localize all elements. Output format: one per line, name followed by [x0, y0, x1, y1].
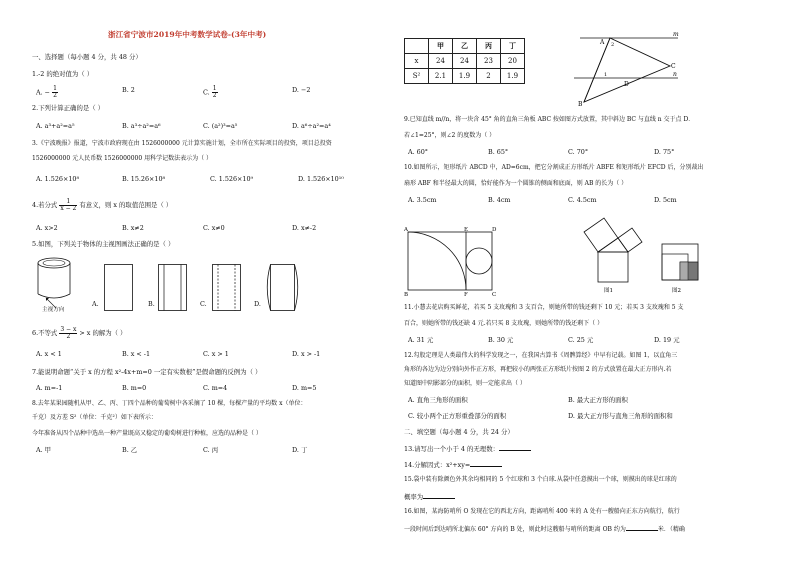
q13-answer-blank[interactable]: [499, 444, 531, 451]
q1-option-d: D. −2: [292, 86, 311, 94]
q9-label-d: D: [624, 81, 629, 88]
q1-a-fraction: $\frac{1}{2}$: [53, 85, 57, 99]
exam-title: 浙江省宁波市2019年中考数学试卷-(3年中考): [108, 30, 267, 39]
q15-stem-line2: 概率为: [404, 492, 455, 501]
q5-option-c-figure: [212, 264, 242, 312]
table-cell: 24: [453, 54, 477, 69]
table-cell: 20: [501, 54, 525, 69]
q10-option-d: D. 5cm: [654, 196, 677, 204]
table-row: [405, 69, 525, 84]
q10-rectangle-figure: [404, 226, 496, 296]
q6-option-c: C. x > 1: [203, 350, 229, 358]
q8-stem: 8.去年某果园随机从甲、乙、丙、丁四个品种的葡萄树中各采摘了 10 棵，每棵产量的平均数 x（单位：: [32, 400, 307, 407]
q9-angle-1-label: 1: [604, 72, 608, 78]
q6-option-b: B. x < -1: [122, 350, 151, 358]
q10-option-b: B. 4cm: [488, 196, 511, 204]
q6-fraction: $\frac{3 - x}{2}$: [60, 325, 77, 340]
q5-view-direction-label: 主视方向: [42, 307, 65, 313]
q13-stem: 13.请写出一个小于 4 的无理数：: [404, 444, 531, 453]
table-cell: 23: [477, 54, 501, 69]
table-cell: 2: [477, 69, 501, 84]
q11-option-c: C. 25 元: [568, 336, 594, 344]
table-header-cell: 甲: [429, 39, 453, 54]
q12-figure-2: [658, 240, 704, 294]
q2-option-b: B. a³÷a²=a⁶: [122, 122, 161, 130]
q4-option-b: B. x≠2: [122, 224, 144, 232]
q11-option-d: D. 19 元: [654, 336, 680, 344]
q5-option-d-figure: [266, 264, 300, 312]
q4-option-a: A. x>2: [36, 224, 58, 232]
table-row: [405, 54, 525, 69]
q1-option-b: B. 2: [122, 86, 135, 94]
q9-option-c: C. 70°: [568, 148, 589, 156]
q15-stem: 15.袋中装有除颜色外其余均相同的 5 个红球和 3 个白球.从袋中任意摸出一个球，则摸出的球是红球的: [404, 476, 677, 483]
q14-stem: 14.分解因式：x²+xy=: [404, 460, 502, 469]
q9-label-c: C: [671, 63, 676, 70]
q11-stem: 11.小慧去花店购买鲜花，若买 5 支玫瑰和 3 支百合，则她所带的钱还剩下 10 元；若买 3 支玫瑰和 5 支: [404, 304, 684, 311]
q9-angle-2-label: 2: [611, 42, 615, 48]
q16-answer-blank[interactable]: [626, 524, 658, 531]
q10-stem-line2: 扇形 ABF 和半径最大的圆，恰好能作为一个圆锥的侧面和底面，则 AB 的长为（ ）: [404, 180, 628, 187]
q9-stem: 9.已知直线 m//n，将一块含 45° 角的直角三角板 ABC 按如图方式放置，其中斜边 BC 与直线 n 交于点 D．: [404, 116, 695, 123]
q7-stem: 7.能说明命题“关于 x 的方程 x²-4x+m=0 一定有实数根”是假命题的反例为（ ）: [32, 368, 262, 376]
q6-option-a: A. x < 1: [36, 350, 62, 358]
table-cell: x: [405, 54, 429, 69]
q8-stem-line3: 今年准备从四个品种中选出一种产量既高又稳定的葡萄树进行种植，应选的品种是（ ）: [32, 430, 262, 437]
table-cell: S²: [405, 69, 429, 84]
q12-stem-line3: 知道图中阴影部分的面积，则一定能求出（ ）: [404, 380, 526, 387]
q8-option-d: D. 丁: [292, 446, 308, 454]
q4-fraction: $\frac{1}{x - 2}$: [60, 197, 77, 212]
q10-label-d: D: [492, 227, 497, 233]
q12-figure-1-label: 图1: [604, 288, 613, 294]
q7-option-a: A. m=-1: [36, 384, 63, 392]
q8-stem-line2: 千克）及方差 S²（单位：千克²）如下表所示：: [32, 414, 157, 421]
q12-figure-2-label: 图2: [672, 288, 681, 294]
q5-stem: 5.如图，下列关于物体的主视图画法正确的是（ ）: [32, 240, 175, 248]
q11-stem-line2: 百合，则她所带的钱还缺 4 元.若只买 8 支玫瑰，则她所带的钱还剩下（ ）: [404, 320, 604, 327]
q12-stem-line2: 角形的各边为边分别向外作正方形，再把较小的两张正方形纸片按图 2 的方式放置在最大正方形内.若: [404, 366, 672, 373]
q9-label-b: B: [578, 101, 583, 108]
q3-option-d: D. 1.526×10¹⁰: [298, 175, 344, 183]
q10-option-a: A. 3.5cm: [408, 196, 437, 204]
q1-option-c: C. $\frac{1}{2}$: [203, 85, 217, 99]
q12-option-b: B. 最大正方形的面积: [568, 396, 628, 404]
table-header-cell: [405, 39, 429, 54]
table-cell: 2.1: [429, 69, 453, 84]
q5-option-c: C.: [200, 300, 207, 308]
q7-option-d: D. m=5: [292, 384, 317, 392]
q10-label-b: B: [404, 292, 409, 298]
table-header-row: [405, 39, 525, 54]
q5-option-d: D.: [254, 300, 261, 308]
q11-option-b: B. 30 元: [488, 336, 514, 344]
q12-option-d: D. 最大正方形与直角三角形的面积和: [568, 412, 673, 420]
q11-option-a: A. 31 元: [408, 336, 434, 344]
q6-option-d: D. x > -1: [292, 350, 321, 358]
q10-option-c: C. 4.5cm: [568, 196, 597, 204]
q3-option-a: A. 1.526×10⁸: [36, 175, 80, 183]
q1-c-fraction: $\frac{1}{2}$: [212, 85, 217, 99]
q16-stem-line2: 一段时间后到达哨所北偏东 60° 方向的 B 处，则此时这艘船与哨所的距离 OB 约为 米．（精确: [404, 526, 685, 533]
table-header-cell: 乙: [453, 39, 477, 54]
q2-option-a: A. a³+a²=a⁵: [36, 122, 75, 130]
q12-stem: 12.勾股定理是人类最伟大的科学发现之一，在我国古算书《周髀算经》中早有记载。如图 1，以直角三: [404, 352, 678, 359]
q6-stem: 6.不等式 $\frac{3 - x}{2}$ > x 的解为（ ）: [32, 325, 127, 340]
q4-option-d: D. x≠-2: [292, 224, 317, 232]
q9-triangle-figure: [570, 30, 680, 108]
section1-heading: 一、选择题（每小题 4 分，共 48 分）: [32, 53, 142, 61]
q12-figure-1: [582, 208, 658, 294]
q2-option-d: D. a⁶÷a²=a⁴: [292, 122, 331, 130]
q12-option-c: C. 较小两个正方形重叠部分的面积: [408, 412, 507, 420]
q8-option-c: C. 丙: [203, 446, 219, 454]
table-header-cell: 丙: [477, 39, 501, 54]
table-header-cell: 丁: [501, 39, 525, 54]
q14-answer-blank[interactable]: [470, 460, 502, 467]
q3-option-b: B. 15.26×10⁸: [122, 175, 166, 183]
q5-option-b: B.: [148, 300, 155, 308]
q2-option-c: C. (a²)³=a⁵: [203, 122, 238, 130]
q3-stem-line2: 1526000000 元人民币数 1526000000 用科学记数法表示为（ ）: [32, 155, 212, 162]
q10-stem: 10.如图所示，矩形纸片 ABCD 中，AD=6cm，把它分割成正方形纸片 ABFE 和矩形纸片 EFCD 后，分别裁出: [404, 164, 704, 171]
q15-answer-blank[interactable]: [423, 492, 455, 499]
table-cell: 1.9: [453, 69, 477, 84]
q8-option-b: B. 乙: [122, 446, 138, 454]
section2-heading: 二、填空题（每小题 4 分，共 24 分）: [404, 428, 514, 436]
q9-option-d: D. 75°: [654, 148, 675, 156]
q8-option-a: A. 甲: [36, 446, 52, 454]
q3-option-c: C. 1.526×10⁹: [210, 175, 254, 183]
q16-stem: 16.如图，某海防哨所 O 发现在它的西北方向，距离哨所 400 米的 A 处有一艘船向正东方向航行，航行: [404, 508, 680, 515]
q4-stem: 4.若分式 $\frac{1}{x - 2}$ 有意义，则 x 的取值范围是（ ）: [32, 197, 173, 212]
q10-label-c: C: [492, 292, 497, 298]
q9-label-a: A: [600, 39, 605, 46]
q10-label-a: A: [404, 227, 408, 233]
q12-option-a: A. 直角三角形的面积: [408, 396, 468, 404]
q5-option-a-figure: [104, 264, 134, 312]
q7-option-b: B. m=0: [122, 384, 147, 392]
q7-option-c: C. m=4: [203, 384, 228, 392]
q9-label-m: m: [673, 31, 679, 38]
q9-stem-line2: 若∠1=25°，则∠2 的度数为（ ）: [404, 132, 496, 139]
q1-stem: 1.-2 的绝对值为（ ）: [32, 70, 94, 78]
q2-stem: 2.下列计算正确的是（ ）: [32, 104, 105, 112]
table-cell: 24: [429, 54, 453, 69]
table-cell: 1.9: [501, 69, 525, 84]
q8-score-table: [404, 38, 525, 84]
q5-option-b-figure: [158, 264, 188, 312]
q9-option-a: A. 60°: [408, 148, 429, 156]
q10-label-f: F: [464, 292, 468, 298]
q5-option-a: A.: [92, 300, 99, 308]
q10-label-e: E: [464, 227, 469, 233]
q9-option-b: B. 65°: [488, 148, 509, 156]
q1-option-a: A. − $\frac{1}{2}$: [36, 85, 57, 99]
q4-option-c: C. x≠0: [203, 224, 225, 232]
q9-label-n: n: [673, 71, 677, 78]
q3-stem: 3.《宁波晚报》报道，宁波市政府现在由 1526000000 元计算实施计划，全市所在实际项目的投资，项目总投资: [32, 140, 332, 147]
